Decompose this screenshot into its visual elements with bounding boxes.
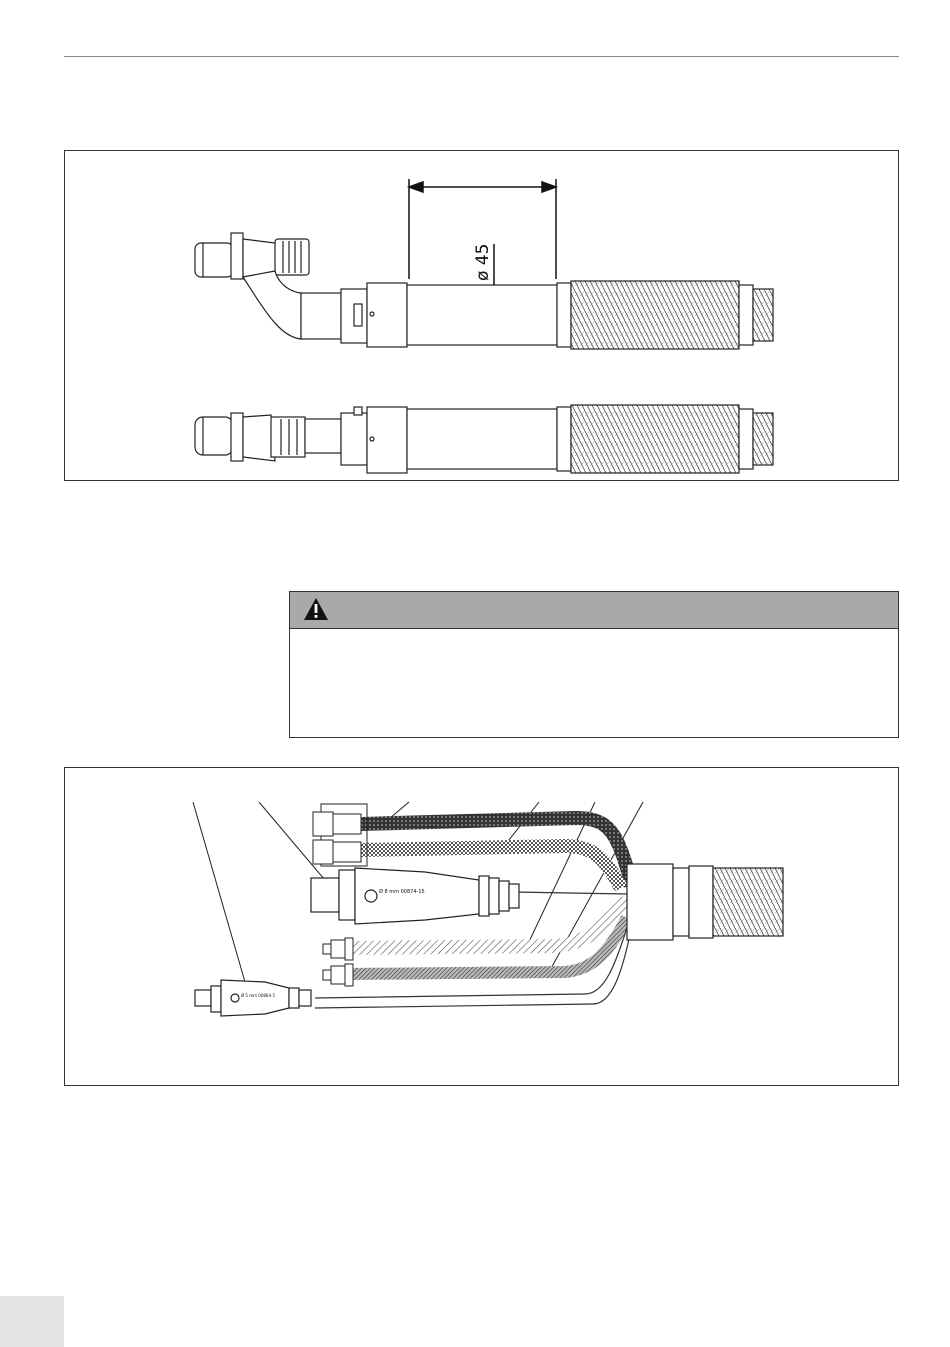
header-rule — [64, 56, 899, 57]
control-plug — [195, 980, 311, 1016]
page-number-tab — [0, 1296, 64, 1347]
main-power-plug — [311, 868, 519, 924]
main-plug-marking: Ø 8 mm 00874-15 — [379, 889, 425, 895]
hose-package-figure — [64, 767, 899, 1086]
control-plug-marking: Ø 5 mm 00864-5 — [241, 993, 276, 998]
torch-dimension-figure — [64, 150, 899, 481]
hose-nipples — [323, 938, 353, 986]
torch-dimension-drawing — [65, 151, 900, 482]
hose-package-drawing — [65, 768, 900, 1087]
warning-header — [290, 592, 898, 629]
straight-torch-drawing — [195, 405, 773, 473]
warning-box — [289, 591, 899, 738]
warning-triangle-icon — [303, 597, 329, 626]
diameter-label: ø 45 — [473, 243, 493, 281]
hose-sleeve — [627, 864, 783, 940]
water-connectors — [313, 804, 367, 866]
